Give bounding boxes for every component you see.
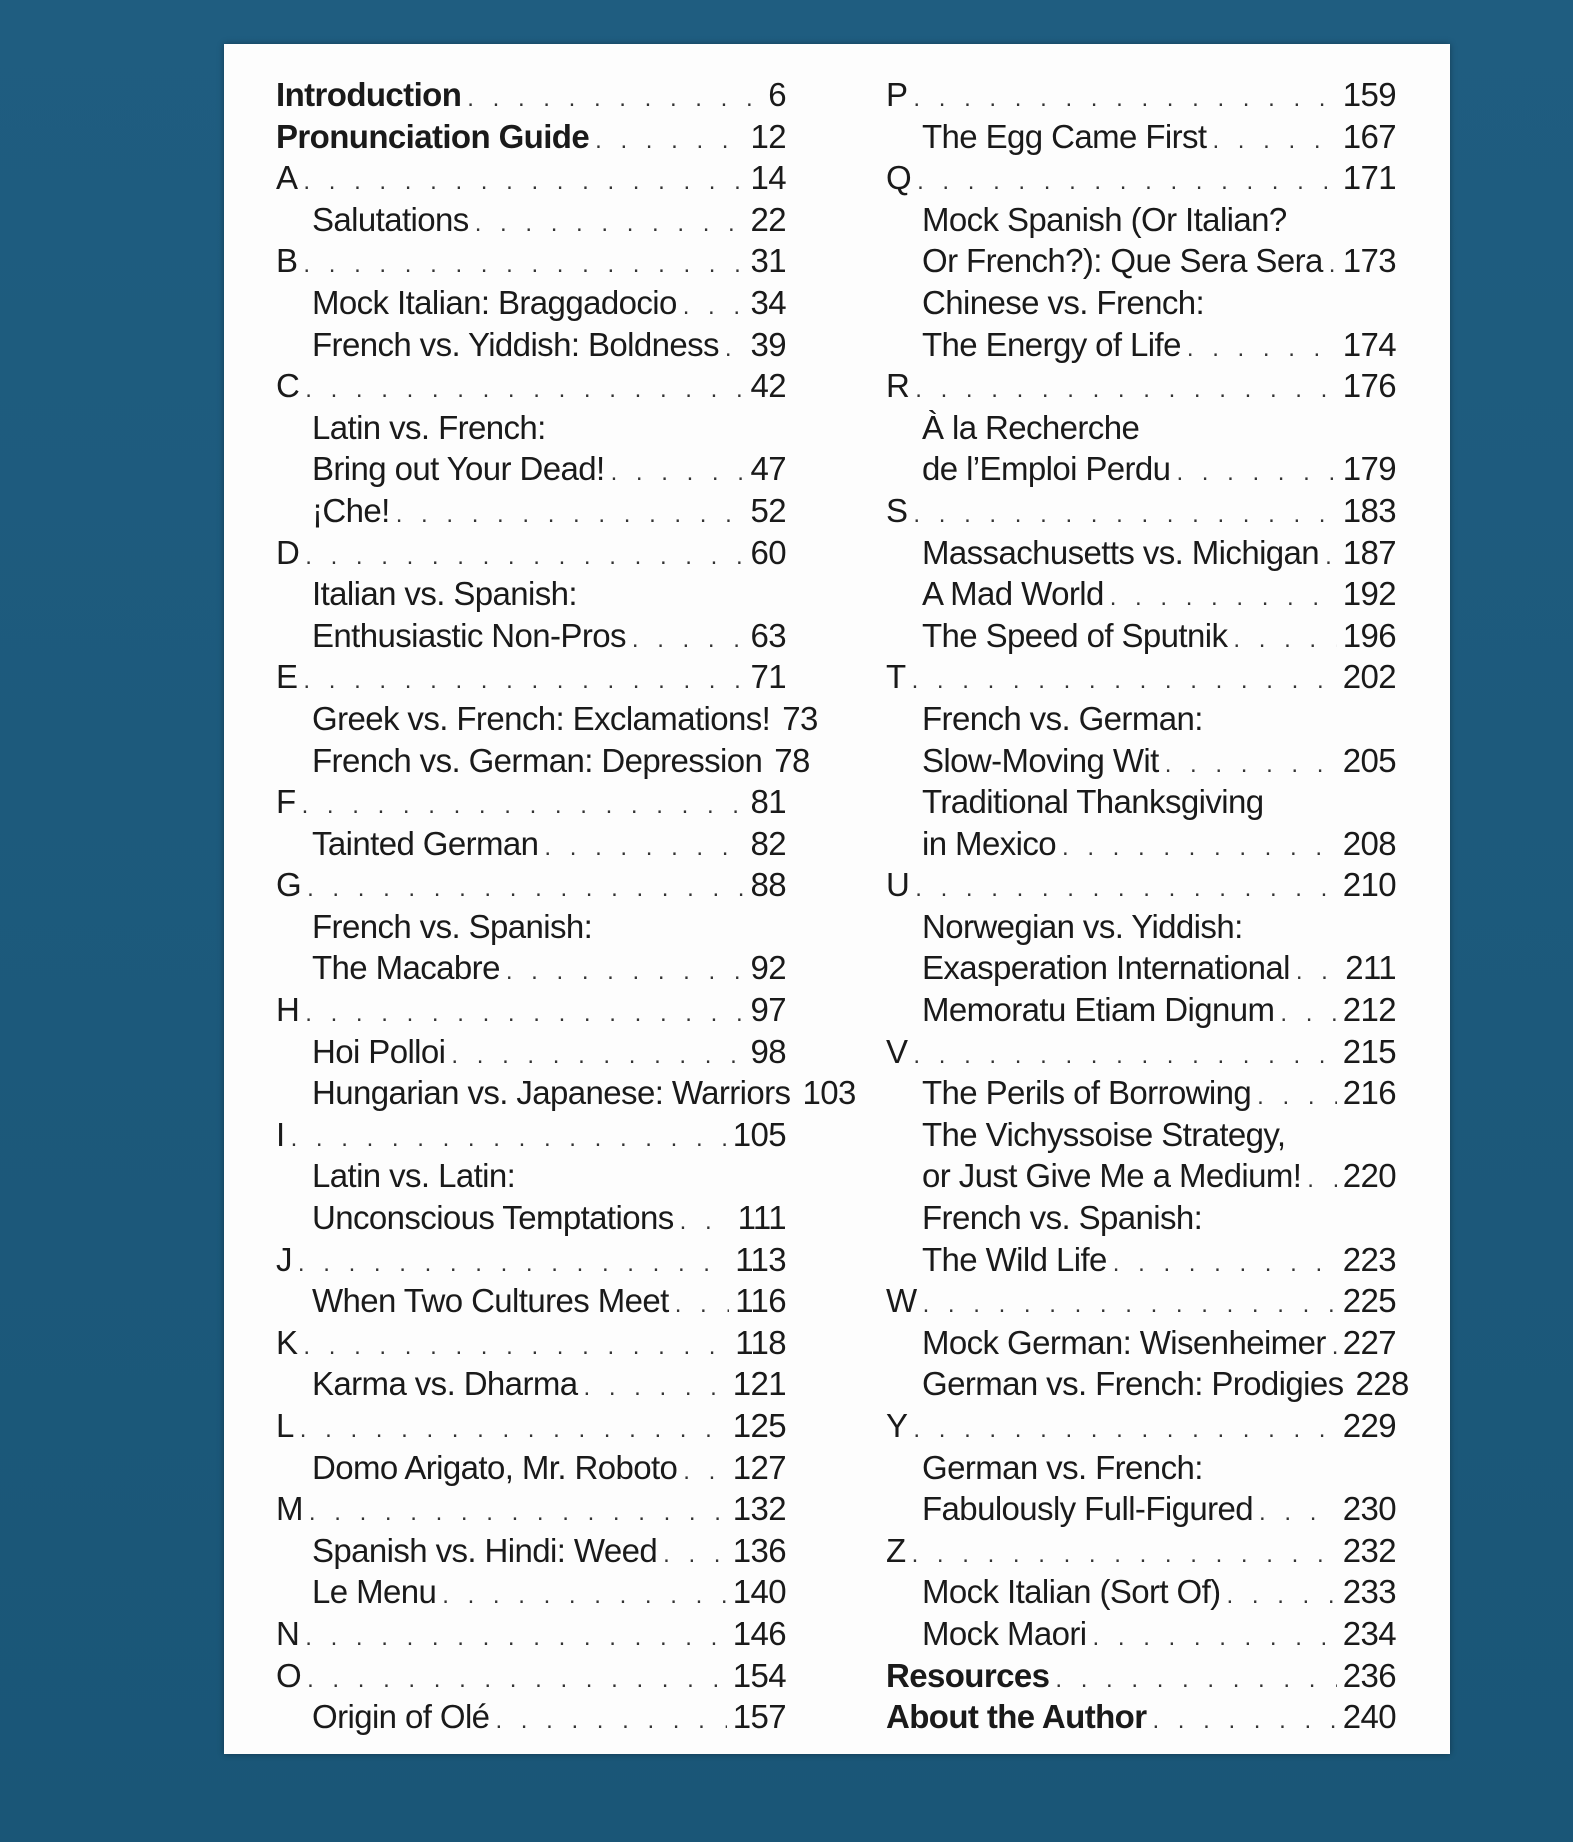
toc-entry (886, 240, 1396, 282)
toc-entry (886, 1488, 1396, 1530)
dot-leader (1055, 1659, 1336, 1701)
toc-entry (276, 573, 786, 615)
dot-leader (595, 120, 744, 162)
dot-leader (544, 827, 744, 869)
toc-entry-page-number: 171 (1342, 159, 1396, 197)
toc-entry-title: Greek vs. French: Exclamations! (312, 699, 771, 737)
toc-entry-title: Tainted German (312, 824, 539, 862)
toc-entry-title: Or French?): Que Sera Sera (922, 242, 1323, 280)
toc-entry-page-number: 176 (1342, 367, 1396, 405)
toc-entry (886, 947, 1396, 989)
toc-entry-title: The Perils of Borrowing (922, 1074, 1252, 1112)
toc-entry-title: W (886, 1282, 917, 1320)
toc-entry (276, 74, 786, 116)
toc-entry (276, 1239, 786, 1281)
toc-entry (276, 1571, 786, 1613)
toc-entry (276, 324, 786, 366)
dot-leader (1187, 328, 1337, 370)
toc-entry-title: Pronunciation Guide (276, 117, 590, 155)
toc-entry-page-number: 174 (1342, 325, 1396, 363)
toc-entry (276, 199, 786, 241)
toc-entry (276, 1405, 786, 1447)
toc-entry-title: T (886, 658, 906, 696)
dot-leader (451, 1035, 744, 1077)
toc-entry-title: Bring out Your Dead! (312, 450, 605, 488)
toc-entry-page-number: 229 (1342, 1407, 1396, 1444)
toc-entry-title: The Egg Came First (922, 117, 1207, 155)
toc-entry (886, 615, 1396, 657)
toc-entry-title: L (276, 1407, 294, 1444)
toc-entry-page-number: 63 (750, 616, 786, 654)
dot-leader (915, 369, 1337, 411)
toc-entry-page-number: 146 (732, 1614, 786, 1652)
toc-entry-title: Traditional Thanksgiving (922, 783, 1264, 821)
dot-leader (683, 1451, 726, 1493)
toc-entry-title: French vs. Spanish: (922, 1199, 1203, 1237)
toc-entry-page-number: 157 (732, 1698, 786, 1736)
toc-entry-title: in Mexico (922, 824, 1056, 862)
toc-entry-title: Karma vs. Dharma (312, 1365, 578, 1403)
toc-entry (886, 448, 1396, 490)
dot-leader (913, 1409, 1336, 1451)
toc-entry-title: Hungarian vs. Japanese: Warriors (312, 1074, 791, 1112)
toc-entry (276, 864, 786, 906)
toc-entry (276, 490, 786, 532)
toc-entry (276, 1114, 786, 1156)
toc-entry-title: Hoi Polloi (312, 1032, 446, 1070)
toc-entry-title: Origin of Olé (312, 1698, 490, 1736)
dot-leader (680, 1201, 732, 1243)
toc-entry-page-number: 31 (750, 242, 786, 280)
toc-entry-title: ¡Che! (312, 491, 390, 529)
toc-entry-page-number: 232 (1342, 1531, 1396, 1569)
toc-entry-page-number: 97 (750, 991, 786, 1029)
toc-entry-page-number: 78 (774, 741, 810, 779)
toc-entry (276, 1197, 786, 1239)
toc-entry-title: Mock Maori (922, 1614, 1087, 1652)
toc-entry-title: French vs. German: (922, 699, 1203, 737)
toc-entry (276, 1696, 786, 1738)
dot-leader (506, 951, 745, 993)
toc-entry-page-number: 12 (750, 117, 786, 155)
toc-entry (276, 947, 786, 989)
toc-entry-title: The Speed of Sputnik (922, 616, 1228, 654)
toc-entry (886, 1197, 1396, 1239)
toc-entry (886, 1239, 1396, 1281)
dot-leader (467, 78, 762, 120)
toc-entry-title: Mock Italian (Sort Of) (922, 1573, 1221, 1611)
toc-entry (276, 1031, 786, 1073)
toc-entry-title: Domo Arigato, Mr. Roboto (312, 1448, 678, 1486)
toc-entry-page-number: 42 (750, 367, 786, 405)
toc-entry-title: Q (886, 159, 912, 197)
toc-entry (276, 282, 786, 324)
toc-entry-page-number: 136 (732, 1531, 786, 1569)
toc-entry-title: When Two Cultures Meet (312, 1282, 669, 1320)
toc-entry-title: S (886, 491, 908, 529)
toc-entry-page-number: 103 (802, 1074, 856, 1112)
toc-entry (276, 116, 786, 158)
toc-entry-page-number: 127 (732, 1448, 786, 1486)
toc-entry-title: German vs. French: Prodigies (922, 1365, 1344, 1403)
toc-entry-title: or Just Give Me a Medium! (922, 1157, 1302, 1195)
toc-entry-title: French vs. Yiddish: Boldness (312, 325, 719, 363)
toc-entry-page-number: 111 (737, 1199, 786, 1237)
toc-entry (276, 240, 786, 282)
dot-leader (1227, 1575, 1337, 1617)
toc-entry (886, 864, 1396, 906)
toc-right-column (886, 74, 1409, 1738)
dot-leader (307, 1659, 727, 1701)
dot-leader (303, 244, 744, 286)
toc-entry (886, 1571, 1396, 1613)
toc-entry (276, 698, 818, 740)
toc-entry (886, 282, 1396, 324)
toc-entry (276, 365, 786, 407)
toc-entry (276, 1613, 786, 1655)
toc-entry (276, 615, 786, 657)
toc-entry-page-number: 215 (1342, 1032, 1396, 1070)
toc-entry-title: German vs. French: (922, 1448, 1203, 1486)
toc-entry (886, 1280, 1396, 1322)
toc-entry (886, 656, 1396, 698)
dot-leader (583, 1367, 726, 1409)
toc-entry (276, 1072, 856, 1114)
dot-leader (291, 1118, 727, 1160)
toc-entry-page-number: 34 (750, 283, 786, 321)
toc-entry-title: Z (886, 1531, 906, 1569)
toc-entry (886, 1530, 1396, 1572)
toc-entry-title: Mock German: Wisenheimer (922, 1323, 1326, 1361)
toc-entry (276, 1530, 786, 1572)
toc-entry (886, 906, 1396, 948)
toc-entry-title: R (886, 367, 910, 405)
dot-leader (305, 369, 744, 411)
toc-entry (886, 1447, 1396, 1489)
toc-entry-page-number: 52 (750, 491, 786, 529)
toc-entry-title: V (886, 1032, 908, 1070)
toc-entry-page-number: 196 (1342, 616, 1396, 654)
toc-entry-title: Spanish vs. Hindi: Weed (312, 1531, 658, 1569)
toc-entry-title: Salutations (312, 200, 469, 238)
toc-entry-title: Memoratu Etiam Dignum (922, 991, 1275, 1029)
toc-entry (886, 407, 1396, 449)
toc-entry-title: Exasperation International (922, 949, 1290, 987)
toc-entry-page-number: 6 (768, 76, 786, 113)
toc-entry (886, 1072, 1396, 1114)
toc-entry-page-number: 14 (750, 159, 786, 197)
toc-entry-page-number: 183 (1342, 491, 1396, 529)
dot-leader (305, 993, 744, 1035)
toc-entry-title: Unconscious Temptations (312, 1199, 674, 1237)
toc-entry-page-number: 105 (732, 1115, 786, 1153)
toc-entry-title: Italian vs. Spanish: (312, 575, 577, 613)
dot-leader (303, 1326, 729, 1368)
toc-entry-title: G (276, 866, 302, 904)
toc-entry-page-number: 212 (1342, 991, 1396, 1029)
dot-leader (725, 328, 745, 370)
dot-leader (1176, 452, 1336, 494)
toc-entry-title: Slow-Moving Wit (922, 741, 1159, 779)
toc-entry (276, 989, 786, 1031)
toc-entry-page-number: 132 (732, 1490, 786, 1528)
dot-leader (1113, 1243, 1337, 1285)
toc-entry-page-number: 208 (1342, 824, 1396, 862)
toc-entry-title: E (276, 658, 298, 696)
dot-leader (309, 1492, 727, 1534)
toc-entry (276, 1322, 786, 1364)
toc-entry (276, 532, 786, 574)
toc-entry (886, 698, 1396, 740)
toc-entry-title: D (276, 533, 300, 571)
toc-entry-page-number: 205 (1342, 741, 1396, 779)
toc-entry-page-number: 98 (750, 1032, 786, 1070)
toc-entry (886, 1155, 1396, 1197)
toc-entry-page-number: 220 (1342, 1157, 1396, 1195)
dot-leader (675, 1284, 730, 1326)
dot-leader (303, 161, 744, 203)
dot-leader (305, 536, 744, 578)
toc-entry-page-number: 159 (1342, 76, 1396, 113)
toc-entry-title: C (276, 367, 300, 405)
toc-entry-page-number: 88 (750, 866, 786, 904)
toc-entry-page-number: 113 (735, 1240, 786, 1278)
toc-entry-page-number: 173 (1342, 242, 1396, 280)
toc-entry (886, 823, 1396, 865)
toc-entry-title: French vs. German: Depression (312, 741, 763, 779)
dot-leader (495, 1700, 726, 1742)
dot-leader (1329, 244, 1337, 286)
toc-entry-page-number: 47 (750, 450, 786, 488)
toc-entry (276, 1363, 786, 1405)
toc-entry-title: The Wild Life (922, 1240, 1107, 1278)
toc-entry (886, 781, 1396, 823)
dot-leader (1259, 1492, 1337, 1534)
dot-leader (1152, 1700, 1336, 1742)
toc-entry (886, 1322, 1396, 1364)
dot-leader (1212, 120, 1336, 162)
dot-leader (632, 619, 745, 661)
toc-entry (886, 1405, 1396, 1447)
toc-entry-title: Enthusiastic Non-Pros (312, 616, 626, 654)
dot-leader (913, 1035, 1336, 1077)
toc-entry-page-number: 236 (1342, 1656, 1396, 1694)
toc-entry-title: H (276, 991, 300, 1029)
toc-entry-title: Latin vs. Latin: (312, 1157, 516, 1195)
dot-leader (913, 78, 1336, 120)
toc-entry (886, 74, 1396, 116)
toc-entry-title: Massachusetts vs. Michigan (922, 533, 1320, 571)
toc-entry-title: Y (886, 1407, 908, 1444)
toc-entry (886, 365, 1396, 407)
toc-entry-page-number: 210 (1342, 866, 1396, 904)
toc-entry-page-number: 233 (1342, 1573, 1396, 1611)
toc-entry-title: de l’Emploi Perdu (922, 450, 1171, 488)
toc-entry-title: I (276, 1115, 285, 1153)
toc-entry-page-number: 60 (750, 533, 786, 571)
dot-leader (917, 161, 1337, 203)
toc-entry-title: About the Author (886, 1698, 1147, 1736)
toc-entry-title: J (276, 1240, 292, 1278)
toc-entry-title: The Vichyssoise Strategy, (922, 1115, 1286, 1153)
toc-entry-page-number: 73 (782, 699, 818, 737)
toc-entry (886, 989, 1396, 1031)
toc-entry-page-number: 39 (750, 325, 786, 363)
toc-entry (276, 740, 810, 782)
dot-leader (442, 1575, 727, 1617)
toc-entry-title: A (276, 159, 298, 197)
dot-leader (663, 1534, 727, 1576)
dot-leader (1332, 1326, 1337, 1368)
toc-entry (276, 157, 786, 199)
toc-entry-page-number: 230 (1342, 1490, 1396, 1528)
dot-leader (1325, 536, 1337, 578)
toc-entry-page-number: 118 (735, 1323, 786, 1361)
toc-entry-page-number: 216 (1342, 1074, 1396, 1112)
toc-entry-title: Fabulously Full-Figured (922, 1490, 1254, 1528)
toc-entry-page-number: 82 (750, 824, 786, 862)
dot-leader (396, 494, 745, 536)
toc-entry-page-number: 121 (732, 1365, 786, 1403)
dot-leader (475, 203, 745, 245)
toc-entry-title: U (886, 866, 910, 904)
toc-entry-title: Mock Italian: Braggadocio (312, 283, 677, 321)
toc-entry-page-number: 125 (732, 1407, 786, 1444)
toc-entry-page-number: 223 (1342, 1240, 1396, 1278)
toc-entry (886, 740, 1396, 782)
toc-entry-title: P (886, 76, 908, 113)
toc-entry (276, 906, 786, 948)
toc-entry (276, 1280, 786, 1322)
toc-entry-page-number: 240 (1342, 1698, 1396, 1736)
dot-leader (305, 1617, 727, 1659)
toc-entry (886, 1613, 1396, 1655)
dot-leader (912, 1534, 1337, 1576)
toc-entry (886, 116, 1396, 158)
dot-leader (1110, 577, 1337, 619)
dot-leader (298, 1243, 729, 1285)
toc-entry-page-number: 228 (1355, 1365, 1409, 1403)
toc-entry-title: B (276, 242, 298, 280)
dot-leader (1296, 951, 1339, 993)
toc-entry-title: Introduction (276, 76, 462, 113)
toc-entry (276, 407, 786, 449)
toc-entry-title: French vs. Spanish: (312, 907, 593, 945)
toc-entry-title: K (276, 1323, 298, 1361)
toc-entry (886, 1363, 1409, 1405)
dot-leader (303, 660, 744, 702)
toc-entry-title: Norwegian vs. Yiddish: (922, 907, 1243, 945)
toc-entry (276, 656, 786, 698)
toc-entry-page-number: 211 (1345, 949, 1396, 987)
toc-entry (886, 1655, 1396, 1697)
dot-leader (913, 494, 1336, 536)
toc-entry-title: Le Menu (312, 1573, 437, 1611)
toc-entry-title: Latin vs. French: (312, 408, 546, 446)
toc-entry-page-number: 187 (1342, 533, 1396, 571)
toc-entry-page-number: 225 (1342, 1282, 1396, 1320)
toc-entry-page-number: 140 (732, 1573, 786, 1611)
toc-entry-page-number: 81 (750, 783, 786, 821)
dot-leader (1165, 744, 1337, 786)
toc-entry-page-number: 22 (750, 200, 786, 238)
toc-entry (276, 781, 786, 823)
toc-entry (886, 324, 1396, 366)
contents-page (224, 44, 1450, 1754)
toc-entry (276, 1655, 786, 1697)
dot-leader (923, 1284, 1337, 1326)
toc-entry-title: N (276, 1614, 300, 1652)
dot-leader (1307, 1159, 1336, 1201)
toc-entry (886, 1696, 1396, 1738)
toc-left-column (276, 74, 856, 1738)
dot-leader (307, 868, 744, 910)
toc-entry-page-number: 116 (735, 1282, 786, 1320)
toc-entry-title: O (276, 1656, 302, 1694)
dot-leader (1257, 1076, 1337, 1118)
toc-entry (276, 1447, 786, 1489)
toc-entry-page-number: 234 (1342, 1614, 1396, 1652)
toc-entry-page-number: 202 (1342, 658, 1396, 696)
toc-entry-title: À la Recherche (922, 408, 1140, 446)
toc-entry (886, 1114, 1396, 1156)
toc-entry-page-number: 192 (1342, 575, 1396, 613)
toc-entry (276, 1488, 786, 1530)
dot-leader (683, 286, 745, 328)
toc-entry-page-number: 71 (750, 658, 786, 696)
toc-entry-page-number: 179 (1342, 450, 1396, 488)
toc-entry-title: Resources (886, 1656, 1050, 1694)
dot-leader (1062, 827, 1337, 869)
toc-entry-title: Chinese vs. French: (922, 283, 1205, 321)
dot-leader (915, 868, 1337, 910)
toc-entry-page-number: 154 (732, 1656, 786, 1694)
toc-entry (886, 199, 1396, 241)
toc-entry (886, 157, 1396, 199)
toc-entry (886, 1031, 1396, 1073)
toc-entry-title: A Mad World (922, 575, 1104, 613)
toc-entry-page-number: 92 (750, 949, 786, 987)
dot-leader (1280, 993, 1336, 1035)
toc-entry (276, 1155, 786, 1197)
toc-entry (886, 573, 1396, 615)
dot-leader (302, 785, 745, 827)
toc-entry (886, 490, 1396, 532)
dot-leader (1093, 1617, 1337, 1659)
dot-leader (300, 1409, 727, 1451)
toc-entry (886, 532, 1396, 574)
toc-entry-title: F (276, 783, 296, 821)
dot-leader (912, 660, 1337, 702)
dot-leader (1233, 619, 1336, 661)
toc-entry-title: M (276, 1490, 303, 1528)
toc-entry-title: The Energy of Life (922, 325, 1181, 363)
toc-entry (276, 448, 786, 490)
toc-entry-page-number: 227 (1342, 1323, 1396, 1361)
toc-entry (276, 823, 786, 865)
dot-leader (611, 452, 745, 494)
toc-entry-title: Mock Spanish (Or Italian? (922, 200, 1287, 238)
toc-entry-title: The Macabre (312, 949, 500, 987)
toc-entry-page-number: 167 (1342, 117, 1396, 155)
